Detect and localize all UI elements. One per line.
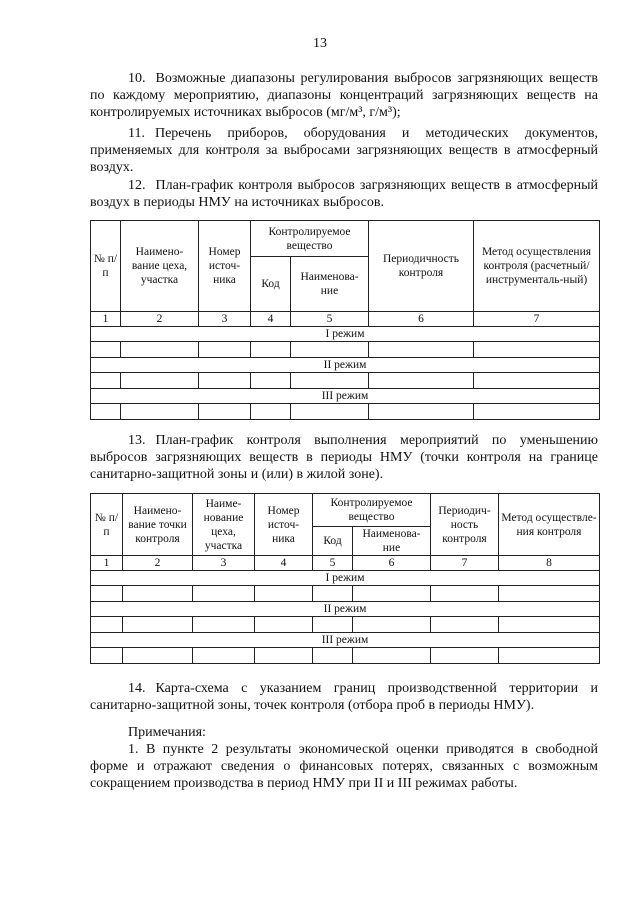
header-period: Периодичность контроля <box>369 221 474 312</box>
column-numbers-row <box>91 312 600 327</box>
column-number: 5 <box>313 556 353 571</box>
nmu-control-points-table <box>90 493 600 664</box>
header-period: Периодич-ность контроля <box>431 494 499 556</box>
item-number: 14. <box>128 681 146 696</box>
empty-row <box>91 404 600 420</box>
column-number: 3 <box>193 556 255 571</box>
empty-row <box>91 342 600 358</box>
mode-row: I режим <box>91 327 600 342</box>
header-method: Метод осуществления контроля (расчетный/ инструменталь-ный) <box>474 221 600 312</box>
column-number: 5 <box>291 312 369 327</box>
column-number: 1 <box>91 312 121 327</box>
nmu-sources-table <box>90 220 600 420</box>
header-num: № п/п <box>91 494 123 556</box>
note-1: 1. В пункте 2 результаты экономической оценки приводятся в свободной форме и отражают сведения о финансовых потерях, связанных с возможным сокращением производства в период НМУ при II и III режимах работы. <box>90 742 598 791</box>
empty-row <box>91 373 600 389</box>
column-number: 4 <box>251 312 291 327</box>
header-num: № п/п <box>91 221 121 312</box>
empty-row <box>91 617 600 633</box>
item-13 <box>90 432 598 483</box>
empty-row <box>91 648 600 664</box>
column-number: 7 <box>431 556 499 571</box>
header-method: Метод осуществле-ния контроля <box>499 494 600 556</box>
page-number: 13 <box>313 36 327 51</box>
header-shop: Наимено-вание цеха, участка <box>121 221 199 312</box>
item-text: Перечень приборов, оборудования и методических документов, применяемых для контроля за выбросами загрязняющих веществ в атмосферный воздух. <box>90 126 598 175</box>
item-text: Карта-схема с указанием границ производственной территории и санитарно-защитной зоны, точек контроля (отбора проб в периоды НМУ). <box>90 681 598 713</box>
item-text: Возможные диапазоны регулирования выбросов загрязняющих веществ по каждому мероприятию, диапазоны концентраций загрязняющих веществ на контролируемых источниках выбросов (мг/м³, г/м³); <box>90 71 598 120</box>
header-source: Номер источ-ника <box>255 494 313 556</box>
header-code: Код <box>313 527 353 556</box>
item-text: План-график контроля выбросов загрязняющих веществ в атмосферный воздух в периоды НМУ на источниках выбросов. <box>90 178 598 210</box>
empty-row <box>91 586 600 602</box>
item-text: План-график контроля выполнения мероприятий по уменьшению выбросов загрязняющих веществ в периоды НМУ (точки контроля на границе санитарно-защитной зоны и (или) в жилой зоне). <box>90 433 598 482</box>
mode-row: II режим <box>91 358 600 373</box>
column-number: 2 <box>121 312 199 327</box>
header-name: Наименова-ние <box>291 257 369 312</box>
header-substance: Контролируемое вещество <box>313 494 431 527</box>
mode-row: III режим <box>91 633 600 648</box>
header-point: Наимено-вание точки контроля <box>123 494 193 556</box>
item-10 <box>90 70 598 121</box>
header-substance: Контролируемое вещество <box>251 221 369 257</box>
column-number: 2 <box>123 556 193 571</box>
mode-row: I режим <box>91 571 600 586</box>
item-12 <box>90 177 598 211</box>
column-number: 4 <box>255 556 313 571</box>
item-number: 12. <box>128 178 146 193</box>
notes-title-text: Примечания: <box>128 725 206 740</box>
notes-title <box>90 724 598 741</box>
column-numbers-row <box>91 556 600 571</box>
column-number: 6 <box>369 312 474 327</box>
item-14 <box>90 680 598 714</box>
column-number: 7 <box>474 312 600 327</box>
header-source: Номер источ-ника <box>199 221 251 312</box>
header-code: Код <box>251 257 291 312</box>
column-number: 3 <box>199 312 251 327</box>
mode-row: II режим <box>91 602 600 617</box>
column-number: 8 <box>499 556 600 571</box>
item-number: 11. <box>128 126 145 141</box>
header-shop: Наиме-нование цеха, участка <box>193 494 255 556</box>
column-number: 6 <box>353 556 431 571</box>
column-number: 1 <box>91 556 123 571</box>
header-name: Наименова-ние <box>353 527 431 556</box>
item-number: 13. <box>128 433 146 448</box>
mode-row: III режим <box>91 389 600 404</box>
item-11 <box>90 125 598 176</box>
item-number: 10. <box>128 71 146 86</box>
